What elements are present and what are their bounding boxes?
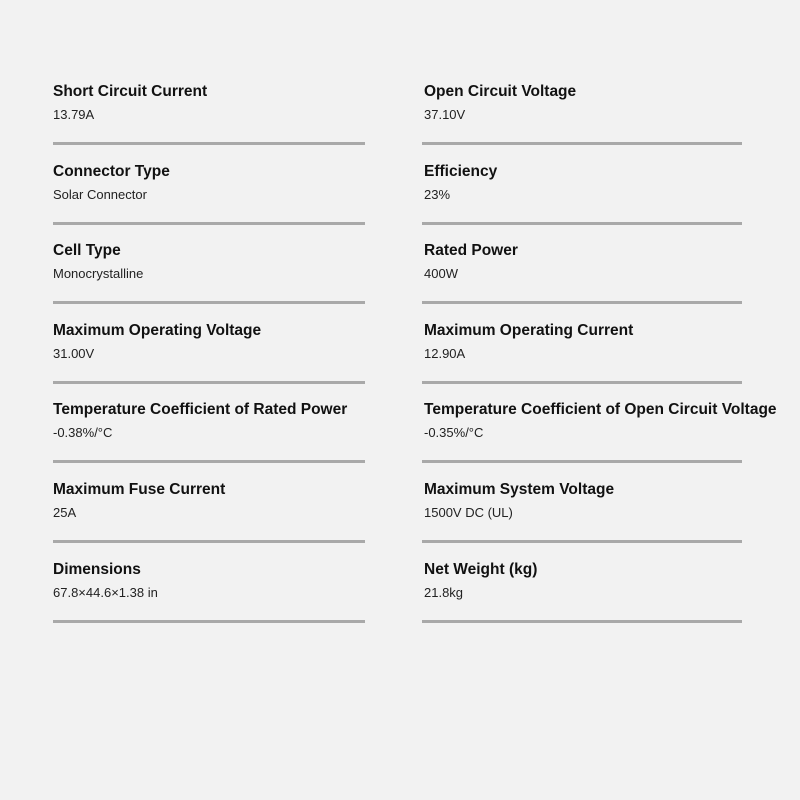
divider [422,540,742,543]
spec-label: Temperature Coefficient of Rated Power [53,401,348,419]
divider [422,222,742,225]
spec-label: Temperature Coefficient of Open Circuit Voltage [424,401,777,419]
divider [53,142,365,145]
spec-label: Net Weight (kg) [424,560,538,578]
spec-label: Maximum System Voltage [424,480,615,498]
spec-value: 37.10V [424,107,466,122]
spec-item-maximum-operating-voltage [53,321,424,401]
divider [53,540,365,543]
spec-value: 21.8kg [424,584,464,600]
spec-item-cell-type [53,241,424,321]
spec-item-efficiency [424,162,793,242]
spec-label: Dimensions [53,560,141,578]
spec-value: 67.8×44.6×1.38 in [53,584,158,600]
spec-item-temp-coefficient-rated-power [53,400,424,480]
spec-value: 23% [424,186,451,202]
divider [422,142,742,145]
spec-item-short-circuit-current [53,82,424,162]
spec-label: Maximum Fuse Current [53,480,226,498]
spec-label: Maximum Operating Voltage [53,321,262,339]
spec-item-maximum-system-voltage [424,480,793,560]
divider [53,381,365,384]
spec-label: Cell Type [53,242,121,260]
spec-label: Efficiency [424,162,498,180]
divider [53,620,365,623]
divider [422,460,742,463]
spec-value: Solar Connector [53,186,147,202]
spec-label: Connector Type [53,162,170,180]
spec-value: -0.38%/°C [53,425,113,441]
spec-value: 31.00V [53,345,95,361]
spec-grid [53,82,793,639]
divider [53,222,365,225]
spec-item-rated-power [424,241,793,321]
divider [422,620,742,623]
spec-item-maximum-operating-current [424,321,793,401]
spec-value: 13.79A [53,107,95,122]
spec-value: 1500V DC (UL) [424,504,513,520]
spec-label: Rated Power [424,242,518,260]
spec-value: 400W [424,266,458,282]
spec-item-dimensions [53,560,424,640]
spec-item-net-weight [424,560,793,640]
divider [422,381,742,384]
spec-value: Monocrystalline [53,266,144,282]
spec-value: 25A [53,504,77,520]
spec-item-connector-type [53,162,424,242]
spec-label: Maximum Operating Current [424,321,634,339]
divider [422,301,742,304]
spec-value: 12.90A [424,345,466,361]
spec-item-temp-coefficient-open-circuit-voltage [424,400,793,480]
divider [53,301,365,304]
spec-value: -0.35%/°C [424,425,484,441]
spec-label: Short Circuit Current [53,83,208,100]
spec-item-maximum-fuse-current [53,480,424,560]
divider [53,460,365,463]
spec-item-open-circuit-voltage [424,82,793,162]
spec-label: Open Circuit Voltage [424,83,577,100]
